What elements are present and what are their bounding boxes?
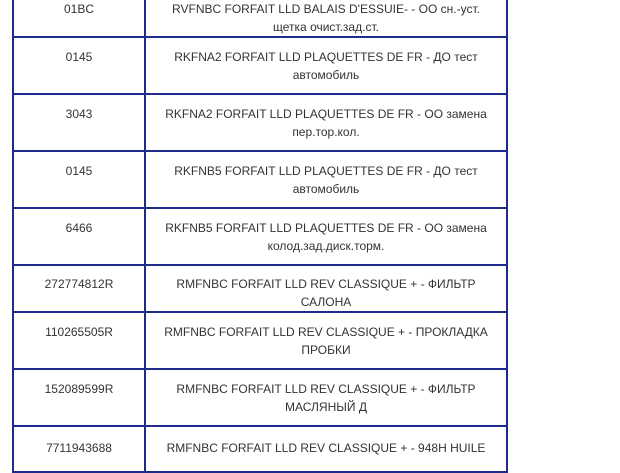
table-row — [13, 151, 507, 208]
description-cell — [145, 369, 507, 426]
parts-table — [12, 0, 508, 473]
part-code-cell — [13, 426, 145, 472]
table-row — [13, 426, 507, 472]
part-code: 6466 — [65, 221, 93, 235]
description-cell — [145, 151, 507, 208]
part-code: 3043 — [65, 107, 93, 121]
part-description: RMFNBC FORFAIT LLD REV CLASSIQUE + - 948H HUILE — [166, 441, 486, 455]
part-description: RMFNBC FORFAIT LLD REV CLASSIQUE + - ФИЛЬТР САЛОНА — [176, 277, 476, 309]
table-row — [13, 0, 507, 37]
part-description: RMFNBC FORFAIT LLD REV CLASSIQUE + - ПРОКЛАДКА ПРОБКИ — [164, 325, 488, 357]
description-cell — [145, 208, 507, 265]
part-code-cell — [13, 312, 145, 369]
part-code-cell — [13, 265, 145, 312]
part-code: 110265505R — [45, 325, 113, 339]
parts-table-container — [12, 0, 508, 473]
part-code: 0145 — [65, 50, 93, 64]
part-code: 0145 — [65, 164, 93, 178]
table-row — [13, 265, 507, 312]
description-cell — [145, 37, 507, 94]
part-code: 152089599R — [44, 382, 114, 396]
part-code-cell — [13, 94, 145, 151]
part-description: RKFNA2 FORFAIT LLD PLAQUETTES DE FR - ДО тест автомобиль — [174, 50, 478, 82]
table-row — [13, 312, 507, 369]
description-cell — [145, 312, 507, 369]
part-code: 7711943688 — [46, 441, 112, 455]
description-cell — [145, 426, 507, 472]
part-code: 272774812R — [44, 277, 114, 291]
part-code-cell — [13, 37, 145, 94]
description-cell — [145, 0, 507, 37]
part-code: 01BC — [63, 2, 95, 16]
table-row — [13, 37, 507, 94]
part-code-cell — [13, 208, 145, 265]
part-description: RVFNBC FORFAIT LLD BALAIS D'ESSUIE- - ОО сн.-уст. щетка очист.зад.ст. — [172, 2, 480, 34]
table-row — [13, 94, 507, 151]
table-row — [13, 208, 507, 265]
part-description: RKFNB5 FORFAIT LLD PLAQUETTES DE FR - ОО замена колод.зад.диск.торм. — [165, 221, 487, 253]
description-cell — [145, 94, 507, 151]
description-cell — [145, 265, 507, 312]
part-code-cell — [13, 369, 145, 426]
part-description: RMFNBC FORFAIT LLD REV CLASSIQUE + - ФИЛЬТР МАСЛЯНЫЙ Д — [176, 382, 476, 414]
part-description: RKFNB5 FORFAIT LLD PLAQUETTES DE FR - ДО тест автомобиль — [174, 164, 478, 196]
part-description: RKFNA2 FORFAIT LLD PLAQUETTES DE FR - ОО замена пер.тор.кол. — [165, 107, 487, 139]
part-code-cell — [13, 151, 145, 208]
part-code-cell — [13, 0, 145, 37]
table-row — [13, 369, 507, 426]
